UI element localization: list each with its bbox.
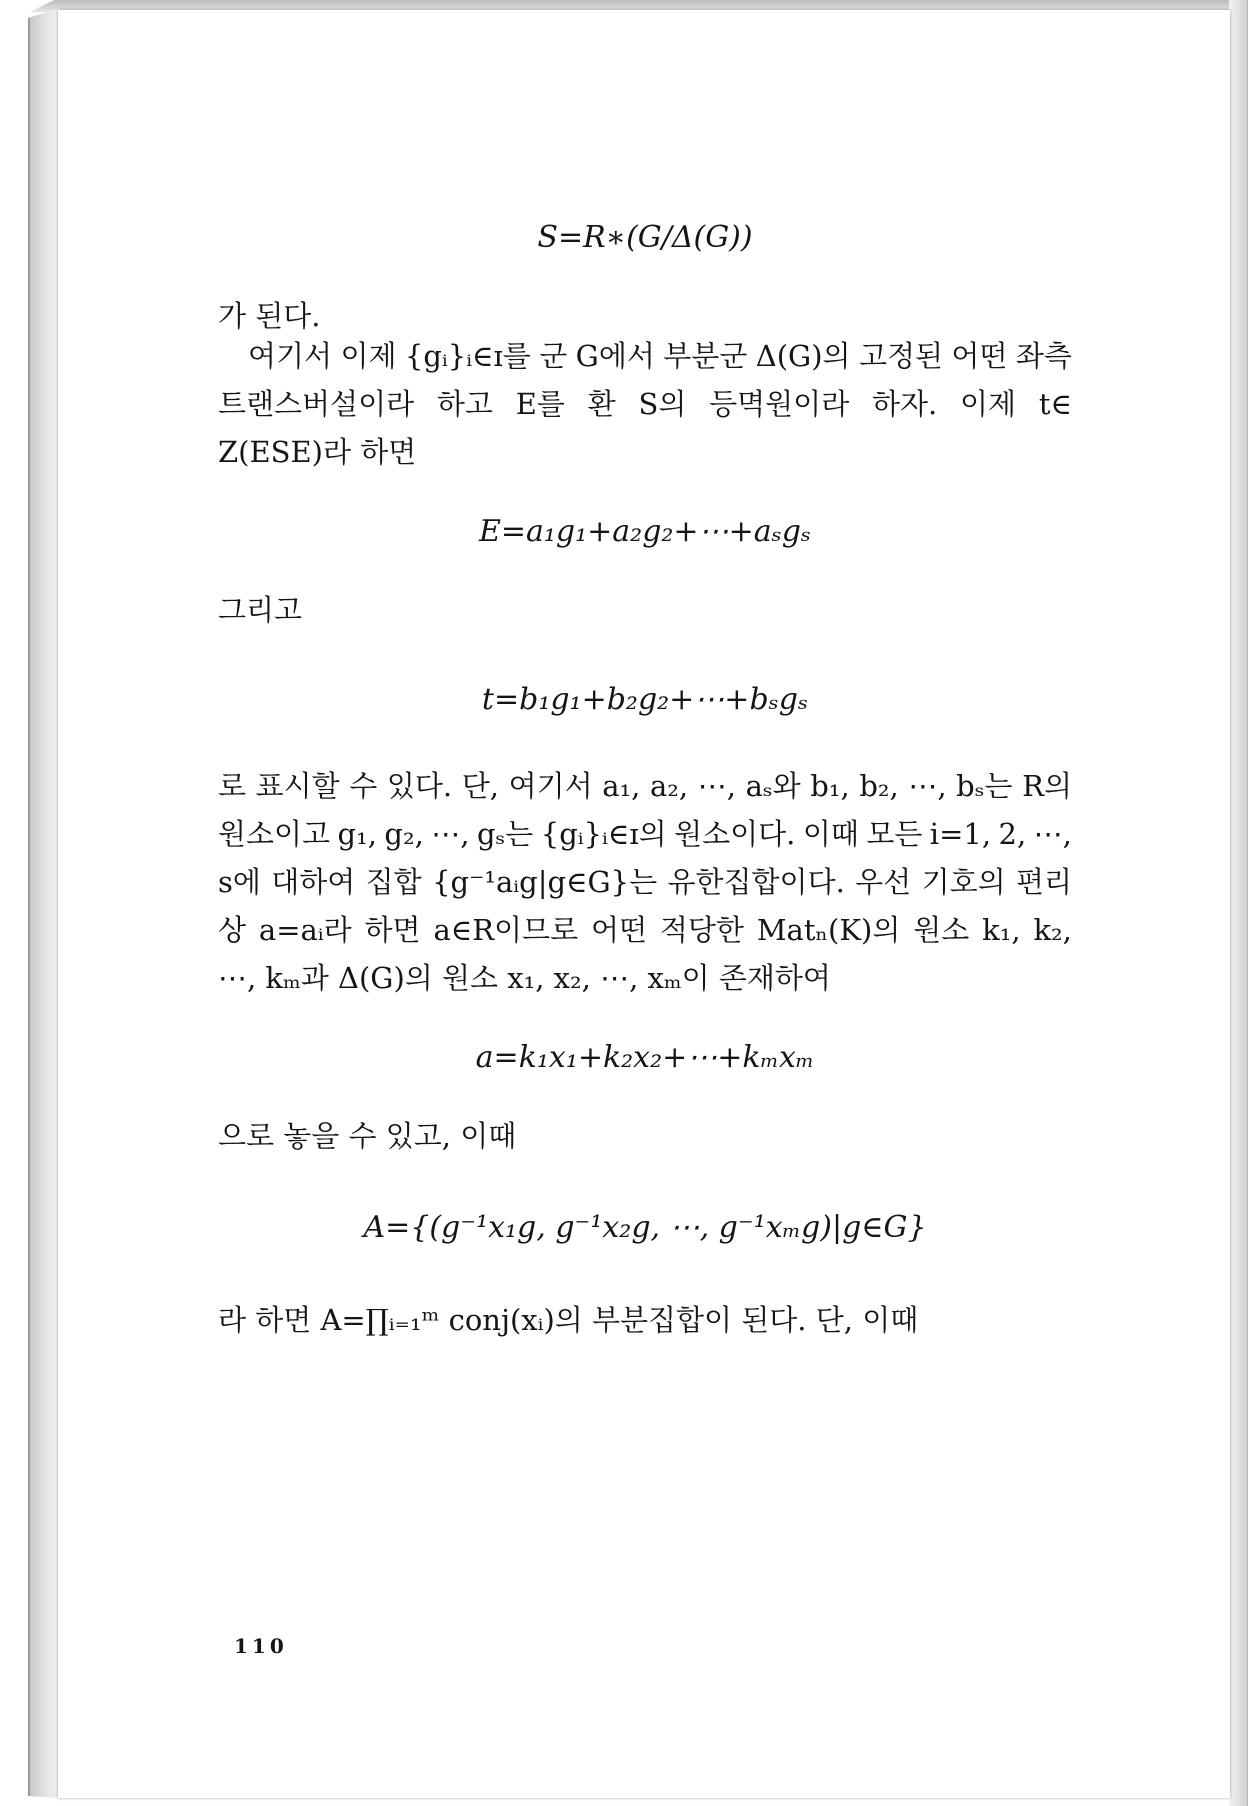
word: 적당한 bbox=[659, 913, 744, 947]
word: 환 bbox=[587, 387, 616, 421]
word: R의 bbox=[1022, 769, 1072, 803]
book-page bbox=[58, 10, 1230, 1798]
word: k₂, bbox=[1033, 913, 1072, 947]
word: 표시할 bbox=[255, 769, 340, 803]
word: g₁, bbox=[337, 817, 377, 851]
text-line-5: 그리고 bbox=[218, 593, 303, 627]
word: 부분군 bbox=[663, 339, 748, 373]
word: 상 bbox=[218, 913, 247, 947]
word: b₁, bbox=[810, 769, 850, 803]
word: k₁, bbox=[982, 913, 1021, 947]
equation-set-a: A={(g⁻¹x₁g, g⁻¹x₂g, ⋯, g⁻¹xₘg)|g∈G} bbox=[363, 1210, 927, 1245]
word: 모든 bbox=[866, 817, 923, 851]
word: Matₙ(K)의 bbox=[756, 913, 901, 947]
equation-t-expansion: t=b₁g₁+b₂g₂+⋯+bₛgₛ bbox=[481, 682, 809, 717]
word: 원소이다. bbox=[674, 817, 796, 851]
word: a∈R이므로 bbox=[433, 913, 579, 947]
word: S의 bbox=[638, 387, 687, 421]
word: 트랜스버설이라 bbox=[218, 387, 415, 421]
word: a₁, bbox=[602, 769, 641, 803]
word: 여기서 bbox=[248, 339, 333, 373]
word: 이때 bbox=[802, 817, 859, 851]
text-line-9 bbox=[218, 910, 1072, 950]
word: i=1, bbox=[929, 817, 992, 851]
word: ⋯, bbox=[908, 769, 947, 803]
word: 하자. bbox=[872, 387, 938, 421]
word: 고정된 bbox=[858, 339, 943, 373]
word: 원소 bbox=[913, 913, 970, 947]
text-line-10: ⋯, kₘ과 Δ(G)의 원소 x₁, x₂, ⋯, xₘ이 존재하여 bbox=[218, 961, 831, 995]
word: 어떤 bbox=[590, 913, 648, 947]
word: G에서 bbox=[575, 339, 655, 373]
text-line-1: 가 된다. bbox=[218, 299, 321, 333]
word: 기호의 bbox=[921, 865, 1006, 899]
word: 원소이고 bbox=[218, 817, 331, 851]
word: 유한집합이다. bbox=[667, 865, 845, 899]
word: 이제 bbox=[340, 339, 397, 373]
word: E를 bbox=[515, 387, 565, 421]
text-line-8 bbox=[218, 862, 1072, 902]
word: a₂, bbox=[650, 769, 689, 803]
word: t∈ bbox=[1038, 387, 1072, 421]
word: bₛ는 bbox=[956, 769, 1013, 803]
word: b₂, bbox=[859, 769, 899, 803]
word: a=aᵢ라 bbox=[258, 913, 352, 947]
word: ⋯, bbox=[1033, 817, 1072, 851]
word: 어떤 bbox=[951, 339, 1008, 373]
word: 좌측 bbox=[1015, 339, 1072, 373]
word: 로 bbox=[218, 769, 247, 803]
text-line-2 bbox=[218, 336, 1072, 376]
word: ⋯, bbox=[697, 769, 736, 803]
word: 수 bbox=[349, 769, 378, 803]
book-right-edge bbox=[1229, 0, 1248, 1806]
text-line-4: Z(ESE)라 하면 bbox=[218, 435, 417, 469]
word: 이제 bbox=[960, 387, 1017, 421]
text-line-3 bbox=[218, 384, 1072, 424]
word: 등멱원이라 bbox=[709, 387, 850, 421]
word: s에 bbox=[218, 865, 261, 899]
word: 편리 bbox=[1015, 865, 1072, 899]
equation-a-expansion: a=k₁x₁+k₂x₂+⋯+kₘxₘ bbox=[475, 1040, 815, 1075]
word: {g⁻¹aᵢg|g∈G}는 bbox=[432, 865, 658, 899]
word: g₂, bbox=[384, 817, 424, 851]
text-line-6 bbox=[218, 766, 1072, 806]
page-number: 110 bbox=[234, 1634, 288, 1658]
word: 하고 bbox=[436, 387, 493, 421]
word: ⋯, bbox=[431, 817, 470, 851]
word: {gᵢ}ᵢ∈ɪ의 bbox=[540, 817, 667, 851]
word: aₛ와 bbox=[745, 769, 801, 803]
word: gₛ는 bbox=[476, 817, 534, 851]
text-line-12: 라 하면 A=∏ᵢ₌₁ᵐ conj(xᵢ)의 부분집합이 된다. 단, 이때 bbox=[218, 1303, 919, 1337]
word: 있다. bbox=[386, 769, 453, 803]
book-spine-edge bbox=[28, 8, 60, 1798]
word: 단, bbox=[461, 769, 499, 803]
text-line-11: 으로 놓을 수 있고, 이때 bbox=[218, 1119, 517, 1153]
word: Δ(G)의 bbox=[755, 339, 851, 373]
text-line-7 bbox=[218, 814, 1072, 854]
equation-s-definition: S=R∗(G/Δ(G)) bbox=[537, 220, 753, 255]
word: {gᵢ}ᵢ∈ɪ를 bbox=[404, 339, 531, 373]
word: 2, bbox=[998, 817, 1027, 851]
word: 집합 bbox=[365, 865, 422, 899]
equation-e-expansion: E=a₁g₁+a₂g₂+⋯+aₛgₛ bbox=[478, 514, 812, 549]
word: 하면 bbox=[364, 913, 421, 947]
word: 여기서 bbox=[508, 769, 593, 803]
word: 우선 bbox=[855, 865, 912, 899]
word: 군 bbox=[539, 339, 568, 373]
word: 대하여 bbox=[271, 865, 356, 899]
